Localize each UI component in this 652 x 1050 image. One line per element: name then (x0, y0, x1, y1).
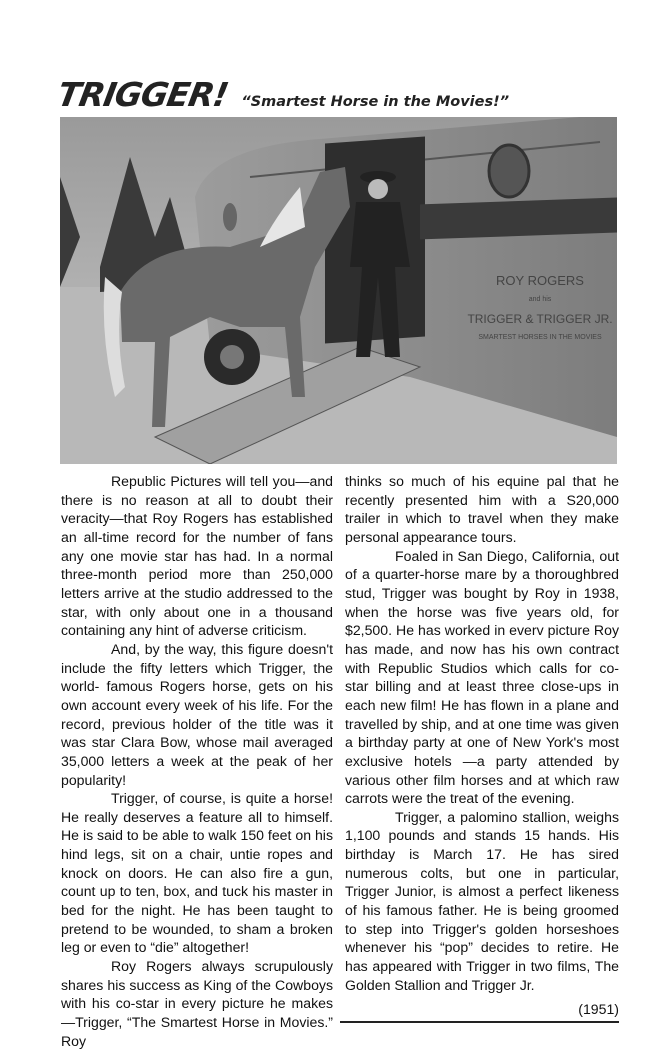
paragraph: Roy Rogers always scrupulously shares his success as King of the Cowboys with his co-star in every picture he makes—Trigger, “The Smartest Horse in Movies.” Roy (61, 958, 333, 1049)
article-title: TRIGGER! (54, 75, 231, 114)
trailer-porthole (489, 145, 529, 197)
trailer-text-line: SMARTEST HORSES IN THE MOVIES (478, 334, 602, 341)
paragraph: thinks so much of his equine pal that he recently presented him with a S20,000 trailer in which to travel when they make personal appearance tours. (345, 473, 619, 545)
article-subtitle: “Smartest Horse in the Movies!” (241, 94, 510, 110)
divider-rule (340, 1021, 619, 1023)
photo-trigger-trailer (60, 117, 617, 464)
paragraph: Foaled in San Diego, California, out of a quarter-horse mare by a thoroughbred stud, Trigger was bought by Roy in 1938, when the horse was five years old, for $2,500. He has worked in everv picture Roy has made, and now has his own contract with Republic Studios which calls for co-star billing and at least three close-ups in each new film! He has flown in a plane and travelled by ship, and at one time was given a birthday party at one of New York's most exclusive hotels —a party attended by various other film horses and at which raw carrots were the treat of the evening. (345, 547, 619, 807)
trailer-text-line: ROY ROGERS (496, 273, 584, 288)
paragraph: Trigger, a palomino stallion, weighs 1,100 pounds and stands 15 hands. His birthday is March 17. He has sired numerous colts, but one in particular, Trigger Junior, is almost a perfect likeness of his famous father. He is being groomed to step into Trigger's golden horseshoes whenever his “pop” decides to retire. He has appeared with Trigger in two films, The Golden Stallion and Trigger Jr. (345, 808, 619, 993)
trailer-text-line: and his (528, 296, 552, 303)
article-header (54, 75, 628, 114)
publication-year: (1951) (578, 1001, 619, 1018)
paragraph: And, by the way, this figure doesn't include the fifty letters which Trigger, the world- famous Rogers horse, gets on his own account every week of his life. For the record, previous holder of the title was it was star Clara Bow, whose mail averaged 35,000 letters a week at the peak of her popularity! (61, 640, 333, 788)
paragraph: Republic Pictures will tell you—and there is no reason at all to doubt their veracity—that Roy Rogers has established an all-time record for the number of fans any one movie star has had. In a normal three-month period more than 250,000 letters arrive at the studio addressed to the star, with only about one in a thousand containing any hint of adverse criticism. (61, 473, 333, 639)
article-column-right (345, 472, 619, 1023)
paragraph: Trigger, of course, is quite a horse! He really deserves a feature all to himself. He is said to be able to walk 150 feet on his hind legs, sit on a chair, untie ropes and knock on doors. He can also fire a gun, count up to ten, box, and tuck his master in bed for the night. He has been taught to pretend to be wounded, to sham a broken leg or even to “die” altogether! (61, 790, 333, 956)
trailer-text-line: TRIGGER & TRIGGER JR. (467, 312, 613, 326)
article-column-left (61, 472, 333, 1050)
